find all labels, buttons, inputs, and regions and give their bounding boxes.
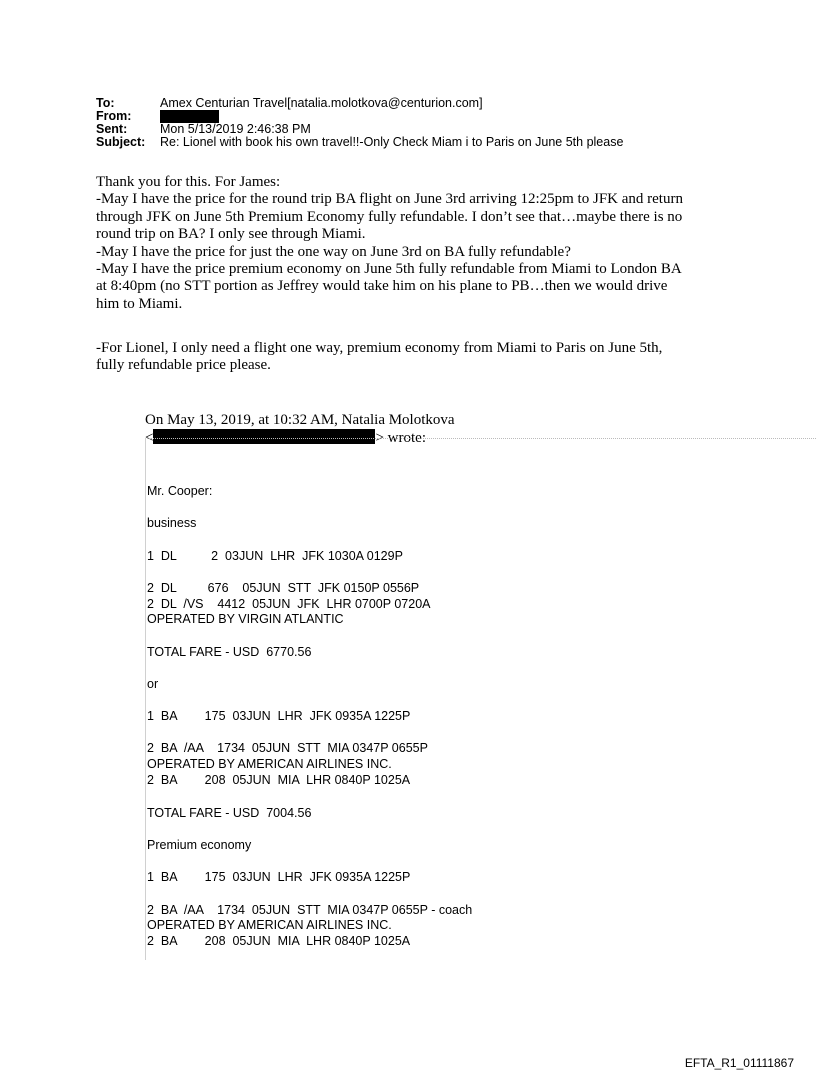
quoted-line: 2 DL /VS 4412 05JUN JFK LHR 0700P 0720A (147, 597, 431, 611)
quoted-line: Premium economy (147, 838, 252, 852)
quoted-line: 1 BA 175 03JUN LHR JFK 0935A 1225P (147, 870, 411, 884)
body-line: -May I have the price premium economy on June 5th fully refundable from Miami to London BA (96, 261, 682, 277)
body-line: -May I have the price for the round trip BA flight on June 3rd arriving 12:25pm to JFK and return (96, 191, 683, 208)
quoted-line: 2 BA /AA 1734 05JUN STT MIA 0347P 0655P (147, 741, 428, 755)
quoted-line: 1 BA 175 03JUN LHR JFK 0935A 1225P (147, 709, 411, 723)
quoted-line: 2 BA 208 05JUN MIA LHR 0840P 1025A (147, 773, 411, 787)
subject-label: Subject: (96, 135, 146, 149)
quote-divider (145, 438, 816, 439)
sent-value: Mon 5/13/2019 2:46:38 PM (160, 122, 311, 136)
quoted-line: 2 BA /AA 1734 05JUN STT MIA 0347P 0655P - coach (147, 903, 473, 917)
redaction-block (153, 429, 375, 444)
from-label: From: (96, 109, 132, 123)
quote-bar (145, 438, 146, 960)
quoted-line: Mr. Cooper: (147, 484, 213, 498)
quote-intro-line: On May 13, 2019, at 10:32 AM, Natalia Molotkova (145, 412, 455, 428)
body-line: Thank you for this. For James: (96, 174, 281, 190)
quoted-line: 1 DL 2 03JUN LHR JFK 1030A 0129P (147, 549, 403, 563)
quoted-line: or (147, 677, 159, 691)
body-line: fully refundable price please. (96, 357, 271, 374)
quoted-line: business (147, 516, 197, 530)
quoted-line: TOTAL FARE - USD 6770.56 (147, 645, 312, 659)
quoted-line: OPERATED BY AMERICAN AIRLINES INC. (147, 918, 392, 932)
body-line: -For Lionel, I only need a flight one way, premium economy from Miami to Paris on June 5th, (96, 340, 663, 356)
quoted-line: TOTAL FARE - USD 7004.56 (147, 806, 312, 820)
quote-intro-sender: < > wrote: (145, 430, 426, 446)
body-line: at 8:40pm (no STT portion as Jeffrey would take him on his plane to PB…then we would drive (96, 278, 668, 295)
quoted-line: OPERATED BY VIRGIN ATLANTIC (147, 612, 344, 626)
subject-value: Re: Lionel with book his own travel!!-Only Check Miam i to Paris on June 5th please (160, 135, 624, 149)
quoted-line: 2 BA 208 05JUN MIA LHR 0840P 1025A (147, 934, 411, 948)
body-line: through JFK on June 5th Premium Economy fully refundable. I don’t see that…maybe there is no (96, 208, 683, 225)
sent-label: Sent: (96, 122, 128, 136)
to-value: Amex Centurian Travel[natalia.molotkova@centurion.com] (160, 96, 483, 110)
to-label: To: (96, 96, 115, 110)
document-id: EFTA_R1_01111867 (684, 1056, 794, 1070)
body-line: round trip on BA? I only see through Miami. (96, 226, 366, 243)
quoted-line: OPERATED BY AMERICAN AIRLINES INC. (147, 757, 392, 771)
body-line: him to Miami. (96, 295, 183, 312)
quoted-line: 2 DL 676 05JUN STT JFK 0150P 0556P (147, 581, 420, 595)
body-line: -May I have the price for just the one way on June 3rd on BA fully refundable? (96, 243, 571, 260)
